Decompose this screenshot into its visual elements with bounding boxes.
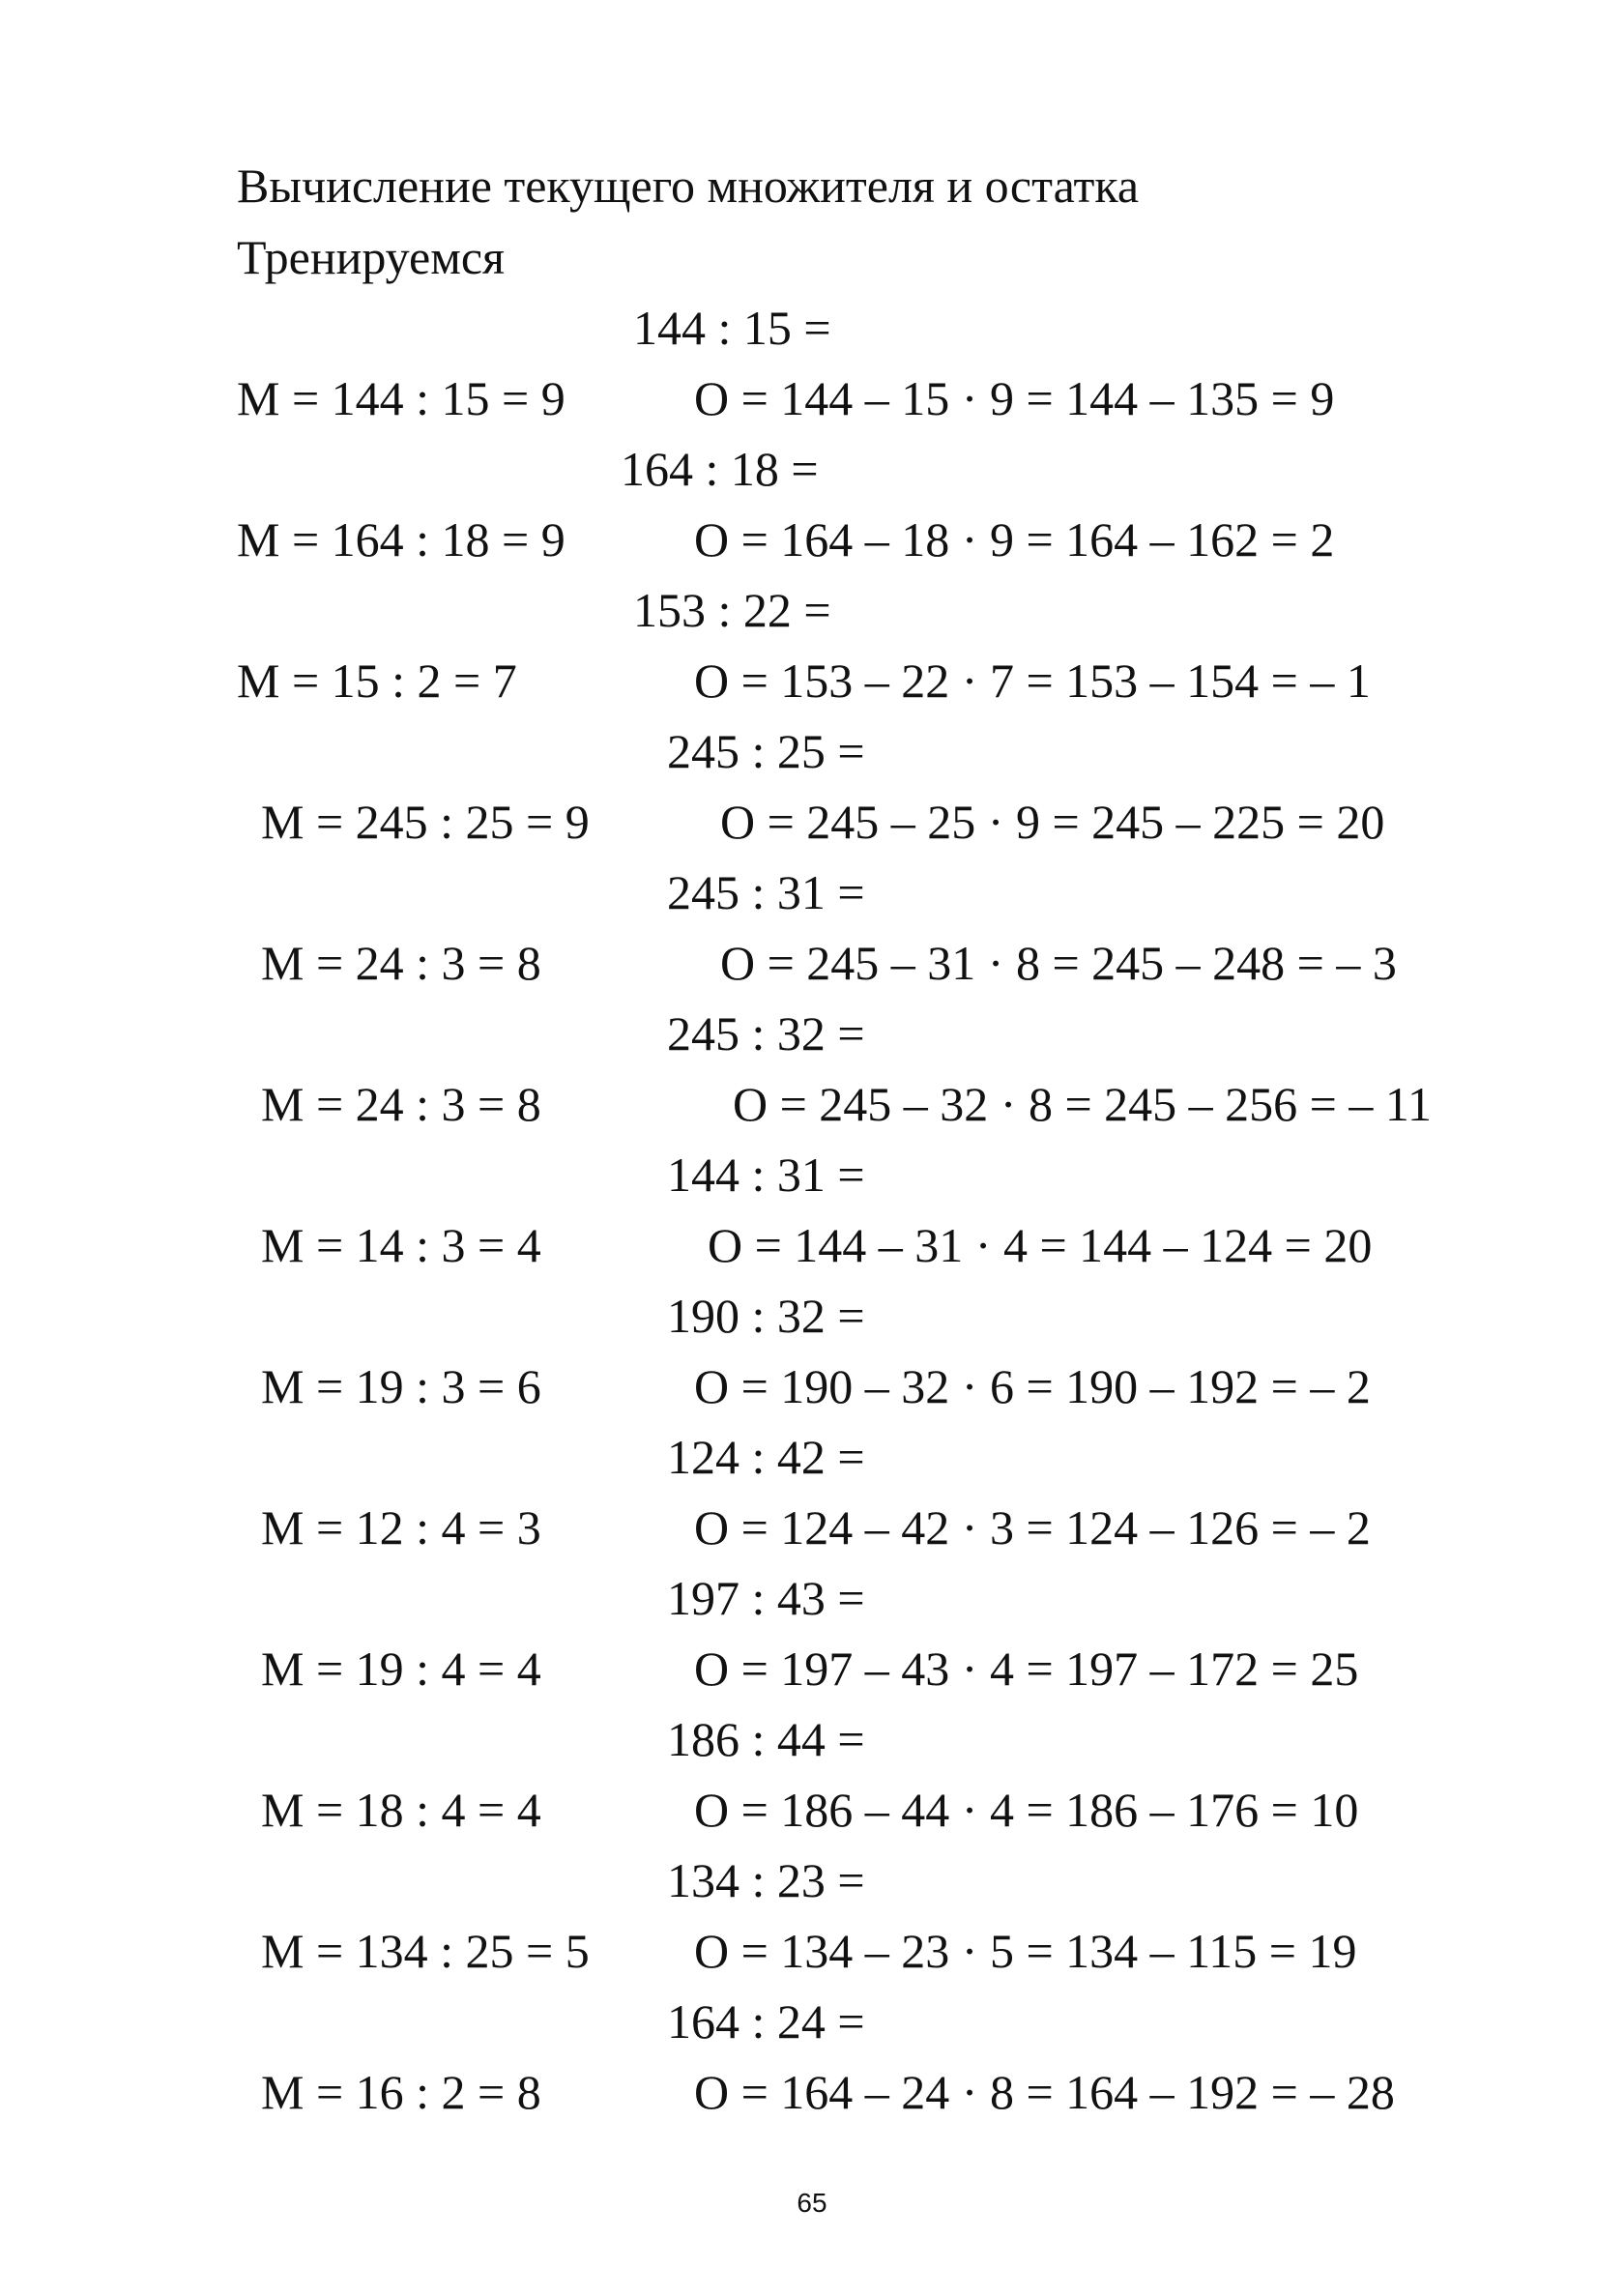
multiplier-calculation: М = 12 : 4 = 3	[261, 1500, 541, 1555]
remainder-calculation: О = 124 – 42 · 3 = 124 – 126 = – 2	[694, 1500, 1371, 1555]
division-expression: 186 : 44 =	[667, 1712, 865, 1766]
multiplier-calculation: М = 18 : 4 = 4	[261, 1783, 541, 1837]
section-subtitle: Тренируемся	[237, 230, 506, 284]
division-expression: 164 : 24 =	[667, 1994, 865, 2049]
division-expression: 134 : 23 =	[667, 1853, 865, 1907]
remainder-calculation: О = 153 – 22 · 7 = 153 – 154 = – 1	[694, 654, 1371, 708]
multiplier-calculation: М = 16 : 2 = 8	[261, 2065, 541, 2119]
multiplier-calculation: М = 15 : 2 = 7	[237, 654, 517, 708]
division-expression: 124 : 42 =	[667, 1430, 865, 1484]
remainder-calculation: О = 134 – 23 · 5 = 134 – 115 = 19	[694, 1924, 1357, 1978]
remainder-calculation: О = 144 – 15 · 9 = 144 – 135 = 9	[694, 371, 1335, 425]
multiplier-calculation: М = 134 : 25 = 5	[261, 1924, 590, 1978]
remainder-calculation: О = 197 – 43 · 4 = 197 – 172 = 25	[694, 1642, 1359, 1696]
division-expression: 245 : 31 =	[667, 865, 865, 919]
remainder-calculation: О = 186 – 44 · 4 = 186 – 176 = 10	[694, 1783, 1359, 1837]
remainder-calculation: О = 245 – 32 · 8 = 245 – 256 = – 11	[733, 1077, 1432, 1131]
multiplier-calculation: М = 14 : 3 = 4	[261, 1218, 541, 1272]
multiplier-calculation: М = 24 : 3 = 8	[261, 1077, 541, 1131]
division-expression: 164 : 18 =	[621, 442, 819, 496]
remainder-calculation: О = 144 – 31 · 4 = 144 – 124 = 20	[708, 1218, 1373, 1272]
division-expression: 197 : 43 =	[667, 1571, 865, 1625]
division-expression: 190 : 32 =	[667, 1289, 865, 1343]
page-number: 65	[797, 2188, 827, 2218]
multiplier-calculation: М = 164 : 18 = 9	[237, 512, 566, 567]
multiplier-calculation: М = 19 : 3 = 6	[261, 1359, 541, 1413]
division-expression: 144 : 31 =	[667, 1148, 865, 1202]
remainder-calculation: О = 164 – 24 · 8 = 164 – 192 = – 28	[694, 2065, 1395, 2119]
division-expression: 153 : 22 =	[633, 583, 831, 637]
remainder-calculation: О = 245 – 31 · 8 = 245 – 248 = – 3	[720, 936, 1397, 990]
remainder-calculation: О = 245 – 25 · 9 = 245 – 225 = 20	[720, 795, 1385, 849]
division-expression: 144 : 15 =	[633, 301, 831, 355]
multiplier-calculation: М = 19 : 4 = 4	[261, 1642, 541, 1696]
multiplier-calculation: М = 245 : 25 = 9	[261, 795, 590, 849]
division-expression: 245 : 25 =	[667, 724, 865, 778]
section-title: Вычисление текущего множителя и остатка	[237, 159, 1140, 213]
remainder-calculation: О = 190 – 32 · 6 = 190 – 192 = – 2	[694, 1359, 1371, 1413]
multiplier-calculation: М = 24 : 3 = 8	[261, 936, 541, 990]
multiplier-calculation: М = 144 : 15 = 9	[237, 371, 566, 425]
division-expression: 245 : 32 =	[667, 1006, 865, 1061]
remainder-calculation: О = 164 – 18 · 9 = 164 – 162 = 2	[694, 512, 1335, 567]
